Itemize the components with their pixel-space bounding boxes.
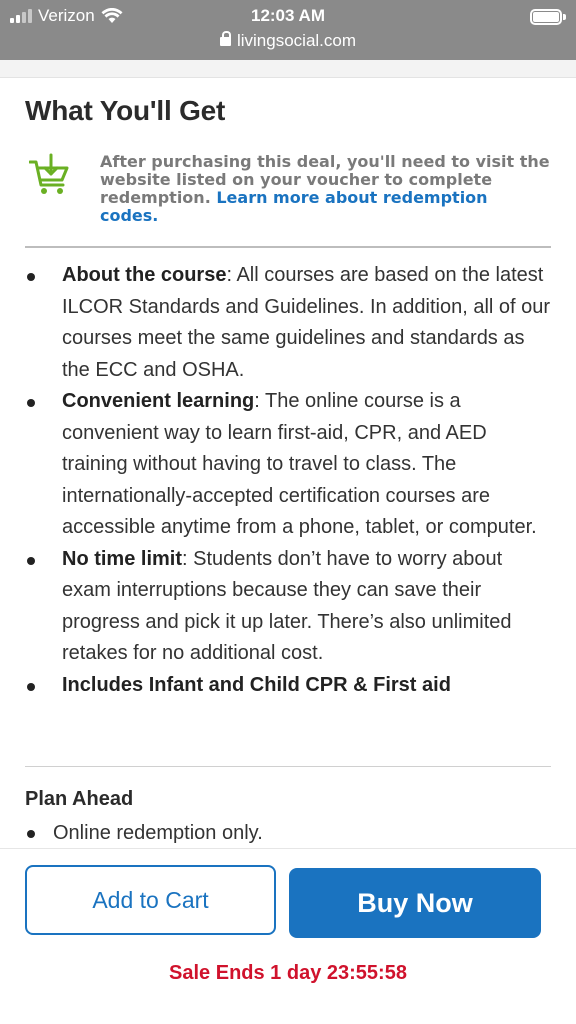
page-top-band <box>0 60 576 78</box>
feature-list <box>25 260 555 701</box>
feature-text: : All courses are based on the latest ILCOR Standards and Guidelines. In addition, all of our courses meet the same guidelines and standards as the ECC and OSHA. <box>62 264 551 381</box>
feature-title: Includes Infant and Child CPR & First aid <box>62 673 451 696</box>
clock: 12:03 AM <box>250 6 325 25</box>
list-item <box>25 260 555 386</box>
divider <box>25 766 551 767</box>
notice-text <box>100 153 550 225</box>
status-bar <box>0 0 576 60</box>
feature-title: About the course <box>62 264 227 286</box>
buy-now-button[interactable]: Buy Now <box>289 868 541 938</box>
list-item <box>25 670 555 702</box>
address-bar[interactable] <box>0 31 576 51</box>
cart-download-icon <box>29 153 69 197</box>
redemption-codes-link[interactable]: Learn more about redemption codes. <box>100 188 488 225</box>
url-text: livingsocial.com <box>236 31 357 50</box>
add-to-cart-button[interactable]: Add to Cart <box>25 865 276 935</box>
sale-countdown: Sale Ends 1 day 23:55:58 <box>169 962 407 984</box>
bullet-icon <box>27 683 35 691</box>
bullet-icon <box>27 399 35 407</box>
redemption-notice <box>25 149 551 239</box>
bullet-icon <box>27 830 35 838</box>
list-item <box>25 386 555 544</box>
notice-body: After purchasing this deal, you'll need to visit the website listed on your voucher to complete redemption. <box>100 152 550 207</box>
plan-ahead-title: Plan Ahead <box>25 788 134 810</box>
feature-title: Convenient learning <box>62 390 255 412</box>
battery-icon <box>530 9 562 25</box>
list-item <box>25 544 555 670</box>
plan-item-text: Online redemption only. <box>53 822 263 844</box>
bullet-icon <box>27 273 35 281</box>
feature-text: : The online course is a convenient way to learn first-aid, CPR, and AED training without having to travel to class. The internationally-accepted certification courses are accessible anytime from a phone, tablet, or computer. <box>62 390 537 538</box>
what-you-get-section <box>25 78 551 239</box>
bullet-icon <box>27 557 35 565</box>
divider <box>25 246 551 248</box>
feature-text: : Students don’t have to worry about exam interruptions because they can save their progress and pick it up later. There’s also unlimited retakes for no additional cost. <box>62 547 512 664</box>
feature-title: No time limit <box>62 547 183 570</box>
lock-icon <box>220 37 231 46</box>
plan-item <box>25 822 263 845</box>
carrier-name: Verizon <box>38 6 95 25</box>
purchase-bar <box>0 848 576 1024</box>
section-title: What You'll Get <box>25 95 226 126</box>
